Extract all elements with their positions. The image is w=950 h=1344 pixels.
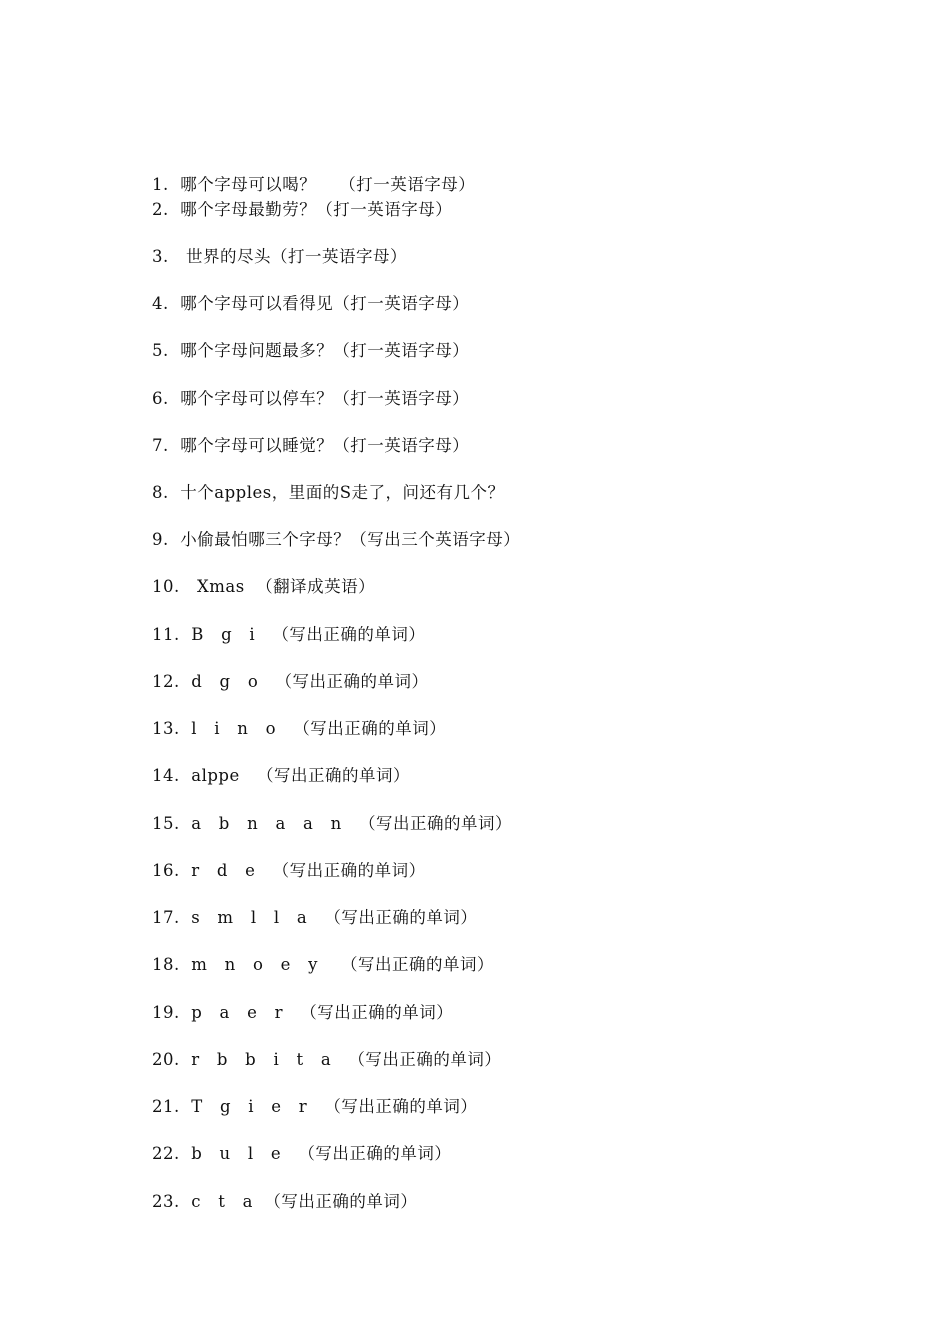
- question-9: 9. 小偷最怕哪三个字母？（写出三个英语字母）: [152, 530, 521, 549]
- question-13: 13. l i n o （写出正确的单词）: [152, 719, 447, 738]
- question-18: 18. m n o e y （写出正确的单词）: [152, 955, 494, 974]
- question-22: 22. b u l e （写出正确的单词）: [152, 1144, 452, 1163]
- question-15: 15. a b n a a n （写出正确的单词）: [152, 814, 512, 833]
- question-7: 7. 哪个字母可以睡觉？（打一英语字母）: [152, 436, 470, 455]
- question-10: 10. Xmas （翻译成英语）: [152, 577, 376, 596]
- question-3: 3. 世界的尽头（打一英语字母）: [152, 247, 407, 266]
- question-4: 4. 哪个字母可以看得见（打一英语字母）: [152, 294, 470, 313]
- question-20: 20. r b b i t a （写出正确的单词）: [152, 1050, 502, 1069]
- question-11: 11. B g i （写出正确的单词）: [152, 625, 426, 644]
- question-12: 12. d g o （写出正确的单词）: [152, 672, 429, 691]
- question-23: 23. c t a （写出正确的单词）: [152, 1192, 418, 1211]
- question-14: 14. alppe （写出正确的单词）: [152, 766, 410, 785]
- question-1: 1. 哪个字母可以喝？ （打一英语字母）: [152, 175, 476, 194]
- question-6: 6. 哪个字母可以停车？（打一英语字母）: [152, 389, 470, 408]
- question-2: 2. 哪个字母最勤劳？（打一英语字母）: [152, 200, 453, 219]
- question-21: 21. T g i e r （写出正确的单词）: [152, 1097, 478, 1116]
- question-17: 17. s m l l a （写出正确的单词）: [152, 908, 478, 927]
- question-5: 5. 哪个字母问题最多？（打一英语字母）: [152, 341, 470, 360]
- question-19: 19. p a e r （写出正确的单词）: [152, 1003, 454, 1022]
- question-8: 8. 十个apples，里面的S走了，问还有几个？: [152, 483, 505, 502]
- question-16: 16. r d e （写出正确的单词）: [152, 861, 426, 880]
